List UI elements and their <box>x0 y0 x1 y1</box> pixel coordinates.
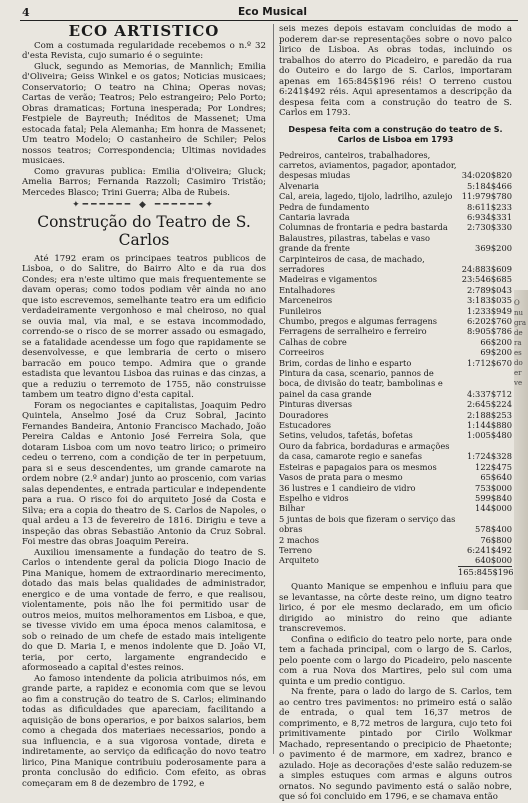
ledger-item-label: Correeiros <box>279 347 324 358</box>
ledger-item-label: Douradores <box>279 409 329 420</box>
page-number: 4 <box>22 6 30 19</box>
ledger-row <box>279 535 512 545</box>
ledger-row <box>279 254 512 275</box>
ledger-row <box>279 222 512 232</box>
intro-paragraph: Como gravuras publica: Emilia d'Oliveira; Gluck; Amelia Barros; Fernanda Razzoli; Casimiro Tristão; Mercedes Blasco; Trini Guerra; Alba de Rubeis. <box>22 166 266 198</box>
ledger-item-label: Marceneiros <box>279 295 333 306</box>
ledger-item-amount: 1:144$880 <box>466 420 512 431</box>
ledger-row <box>279 285 512 295</box>
ledger-row <box>279 368 512 399</box>
ledger-item-amount: 1:005$480 <box>466 430 512 441</box>
closing-paragraph: Confina o edificio do teatro pelo norte, para onde tem a fachada principal, com o largo de S. Carlos, pelo poente com o largo do Picadeiro, pelo nascente com a rua Nova dos Martires, pelo sul com uma quinta e um predio contiguo. <box>279 634 512 687</box>
intro-paragraph: Com a costumada regularidade recebemos o n.º 32 d'esta Revista, cujo sumario é o seguinte: <box>22 40 266 61</box>
header-rule <box>20 20 518 21</box>
ledger-item-label: Pedra de fundamento <box>279 201 370 212</box>
ledger-item-label: Pedreiros, canteiros, trabalhadores, carretos, aviamentos, pagador, apontador, despesas miudas <box>279 149 457 181</box>
continued-paragraph: seis mezes depois estavam concluidas de modo a poderem dar-se representações sobre o novo palco lirico de Lisboa. As obras todas, incluindo os trabalhos do aterro do Picadeiro, e paredão da rua do Outeiro e do largo de S. Carlos, importaram apenas em 165:845$196 réis! O terreno custou 6:241$492 réis. Aqui apresentamos a descripção da despesa feita com a construção do teatro de S. Carlos em 1793. <box>279 24 512 118</box>
ledger-row <box>279 555 512 565</box>
ledger-row <box>279 202 512 212</box>
ledger-item-amount: 144$000 <box>475 503 512 514</box>
ledger-item-label: Pintura da casa, scenario, pannos de boca, de divisão do teatr, bambolinas e painel da casa grande <box>279 368 443 399</box>
ledger-item-amount: 8:611$233 <box>466 201 512 212</box>
article-paragraph: Auxiliou imensamente a fundação do teatro de S. Carlos o intendente geral da policia Diogo Inacio de Pina Manique, homem de extraordinario merecimento, dotado das mais belas qualidades de administrador, energico e de uma vontade de ferro, e que realisou, violentamente, pois não lhe foi permitido usar de outros meios, muitos melhoramentos em Lisboa, e que, se tivesse vivido em uma época menos calamitosa, e sob o reinado de um chefe de estado mais inteligente do que D. Maria I, e menos indolente que D. João VI, teria, por certo, largamente engrandecido e aformoseado a capital d'estes reinos. <box>22 547 266 673</box>
ledger-row <box>279 326 512 336</box>
ledger-row <box>279 212 512 222</box>
ledger-item-amount: 369$200 <box>475 243 512 254</box>
ledger-item-amount: 5:184$466 <box>466 180 512 191</box>
ledger-item-label: Bilhar <box>279 503 305 514</box>
ledger-item-amount: 753$000 <box>475 482 512 493</box>
ledger-item-label: Brim, cordas de linho e esparto <box>279 357 412 368</box>
ledger-item-amount: 3:183$035 <box>466 295 512 306</box>
article-paragraph: Foram os negociantes e capitalistas, Joaquim Pedro Quintela, Anselmo José da Cruz Sobral, Jacinto Fernandes Bandeira, Antonio Francisco Machado, João Pereira Caldas e Antonio José Ferreira Sola, que dotaram Lisboa com um novo teatro lirico; o primeiro cedeu o terreno, com a condição de ter in perpetuum, para si e seus descendentes, um grande camarote na ordem nobre (2.º andar) junto ao proscenio, com varias salas dependentes, e entrada particular e independente para a rua. O risco foi do arquiteto José da Costa e Silva; era a copia do theatro de S. Carlos de Napoles, o qual ardeu a 13 de fevereiro de 1816. Dirigiu e teve a inspeção das obras Sebastião Antonio da Cruz Sobral. Foi mestre das obras Joaquim Pereira. <box>22 400 266 547</box>
ledger-item-label: Calhas de cobre <box>279 336 347 347</box>
ledger-item-amount: 76$800 <box>480 534 512 545</box>
ledger-item-label: Espelho e vidros <box>279 492 349 503</box>
ledger-row <box>279 399 512 409</box>
running-title: Eco Musical <box>238 6 307 18</box>
ledger-row <box>279 503 512 513</box>
ledger-item-label: Arquiteto <box>279 555 319 566</box>
closing-paragraph: Na frente, para o lado do largo de S. Carlos, tem ao centro tres pavimentos: no primeiro está o salão de entrada, o qual tem 16,37 metros de comprimento, e 8,72 metros de largura, cujo teto foi primitivamente pintado por Cirilo Wolkmar Machado, representando o precipicio de Phaetonte; o pavimento é de marmore, em xadrez, branco e azulado. Hoje as decorações d'este salão reduzem-se a simples estuques com armas e alguns outros ornatos. No segundo pavimento está o salão nobre, que só foi concluido em 1796, e se chamava então <box>279 687 512 803</box>
ledger-item-label: Pinturas diversas <box>279 399 353 410</box>
ledger-item-label: Terreno <box>279 544 312 555</box>
ledger-item-label: 5 juntas de bois que fizeram o serviço das obras <box>279 513 456 535</box>
ledger-item-amount: 2:730$330 <box>466 222 512 233</box>
ledger-item-amount: 6:202$760 <box>466 316 512 326</box>
ledger-item-label: Setins, veludos, tafetás, bofetas <box>279 430 413 441</box>
ledger-item-amount: 69$200 <box>480 347 512 358</box>
ledger-row <box>279 410 512 420</box>
expense-ledger <box>279 150 512 566</box>
section-title: ECO ARTISTICO <box>68 22 220 40</box>
ledger-row <box>279 462 512 472</box>
ledger-row <box>279 358 512 368</box>
ledger-row <box>279 430 512 440</box>
ledger-item-amount: 6:241$492 <box>466 544 512 555</box>
ledger-row <box>279 233 512 254</box>
ledger-item-label: 36 lustres e 1 candieiro de vidro <box>279 482 416 493</box>
ledger-item-label: 2 machos <box>279 534 319 545</box>
ledger-row <box>279 181 512 191</box>
ledger-row <box>279 493 512 503</box>
ledger-row <box>279 347 512 357</box>
ledger-row <box>279 337 512 347</box>
ledger-row <box>279 150 512 181</box>
adjacent-page-text: O nu gra de ra es do er ve <box>514 299 527 387</box>
ledger-item-amount: 23:546$685 <box>461 274 512 285</box>
ledger-item-amount: 640$000 <box>475 555 512 566</box>
ledger-item-label: Chumbo, pregos e algumas ferragens <box>279 316 438 326</box>
closing-paragraph: Quanto Manique se empenhou e influiu para que se levantasse, na côrte deste reino, um digno teatro lirico, é por ele mesmo declarado, em um oficio dirigido ao ministro do reino que adiante transcrevemos. <box>279 582 512 635</box>
article-paragraph: Até 1792 eram os principaes teatros publicos de Lisboa, o do Salitre, do Bairro Alto e da rua dos Condes; era n'este ultimo que mais frequentemente se davam operas; como todos podiam vêr ainda no ano que isto escrevemos, semelhante teatro era um edificio verdadeiramente vergonhoso e mal cheiroso, no qual se ouvia mal, via mal, e se estava incommodado, correndo-se o risco de se morrer assado ou esmagado, se a fatalidade acendesse um fogo que rapidamente se desenvolvesse, e que lembraria de certo o misero barracão em pouco tempo. Admira que o grande estadista que levantou Lisboa das ruinas e das cinzas, a que a reduziu o terremoto de 1755, não construisse tambem um teatro digno d'esta capital. <box>22 253 266 400</box>
ledger-item-amount: 2:645$224 <box>466 399 512 410</box>
ledger-item-amount: 1:724$328 <box>466 451 512 462</box>
ledger-item-label: Cantaria lavrada <box>279 211 350 222</box>
ledger-item-amount: 122$475 <box>475 461 512 472</box>
ledger-item-amount: 4:337$712 <box>466 388 512 399</box>
ledger-item-amount: 578$400 <box>475 524 512 535</box>
ledger-item-label: Ferragens de serralheiro e ferreiro <box>279 326 427 337</box>
column-divider <box>273 24 274 754</box>
ledger-item-amount: 34:020$820 <box>461 170 512 181</box>
ledger-item-label: Madeiras e vigamentos <box>279 274 377 285</box>
ledger-item-label: Estucadores <box>279 420 332 431</box>
ornament-divider: ✦━━━━━━ ◆ ━━━━━━✦ <box>72 200 216 210</box>
ledger-item-label: Balaustres, pilastras, tabelas e vaso grande da frente <box>279 232 431 254</box>
right-column <box>279 24 512 803</box>
ledger-item-label: Entalhadores <box>279 284 336 295</box>
ledger-item-amount: 1:233$949 <box>466 305 512 316</box>
ledger-row <box>279 545 512 555</box>
ledger-total: 165:845$196 <box>458 566 514 577</box>
ledger-row <box>279 295 512 305</box>
ledger-item-label: Ouro da fabrica, bordaduras e armações da casa, camarote regio e sanefas <box>279 440 450 462</box>
ledger-row <box>279 441 512 462</box>
ledger-item-label: Esteiras e papagaios para os mesmos <box>279 461 437 472</box>
ledger-item-label: Carpinteiros de casa, de machado, serradores <box>279 253 425 274</box>
ledger-row <box>279 483 512 493</box>
ledger-item-amount: 2:789$043 <box>466 284 512 295</box>
ledger-item-amount: 66$200 <box>480 336 512 347</box>
ledger-item-label: Cal, areia, lagedo, tijolo, ladrilho, azulejo <box>279 191 453 202</box>
ledger-row <box>279 514 512 535</box>
ledger-row <box>279 191 512 201</box>
article-title: Construção do Teatro de S. Carlos <box>37 212 251 249</box>
ledger-item-amount: 24:883$609 <box>461 263 512 274</box>
ledger-row <box>279 420 512 430</box>
ledger-item-amount: 65$640 <box>480 472 512 483</box>
ledger-row <box>279 306 512 316</box>
ledger-item-amount: 8:905$786 <box>466 326 512 337</box>
ledger-item-label: Vasos de prata para o mesmo <box>279 472 403 483</box>
ledger-item-label: Columnas de frontaria e pedra bastarda <box>279 222 448 233</box>
ledger-row <box>279 472 512 482</box>
intro-paragraph: Gluck, segundo as Memorias, de Mannlich; Emilia d'Oliveira; Geiss Winkel e os gatos; Noticias musicaes; Conservatorio; O teatro na China; Operas novas; Cartas de verão; Teatros; Pelo estrangeiro; Pelo Porto; Obras dramaticas; Fortuna inesperada; Por Londres; Festpiele de Bayreuth; Inéditos de Massenet; Uma estocada fatal; Pela Alemanha; Em honra de Massenet; Um teatro Modelo; O castanheiro de Schiler; Pelos nossos teatros; Correspondencia; Ultimas novidades musicaes. <box>22 61 266 166</box>
ledger-item-amount: 1:712$670 <box>466 357 512 368</box>
ledger-item-amount: 599$840 <box>475 492 512 503</box>
ledger-item-label: Alvenaria <box>279 180 320 191</box>
article-paragraph: Ao famoso intendente da policia atribuimos nós, em grande parte, a rapidez e economia com que se levou ao fim a construção do teatro de S. Carlos; eliminando todas as dificuldades que apareciam, facilitando a aquisição de bons operarios, e por baixos salarios, bem como a chegada dos materiaes necessarios, pondo a sua influencia, e a sua vigorosa vontade, direta e indiretamente, ao serviço da edificação do novo teatro lirico, Pina Manique contribuiu poderosamente para a pronta conclusão do edificio. Com efeito, as obras começaram em 8 de dezembro de 1792, e <box>22 673 266 789</box>
ledger-row <box>279 316 512 326</box>
ledger-item-amount: 11:979$780 <box>461 191 512 202</box>
ledger-item-amount: 2:188$253 <box>466 409 512 420</box>
ledger-row <box>279 274 512 284</box>
ledger-item-amount: 6:934$331 <box>466 211 512 222</box>
ledger-total-row <box>279 566 512 577</box>
left-column <box>22 24 266 789</box>
ledger-item-label: Funileiros <box>279 305 322 316</box>
ledger-title: Despesa feita com a construção do teatro de S. Carlos de Lisboa em 1793 <box>288 124 503 144</box>
